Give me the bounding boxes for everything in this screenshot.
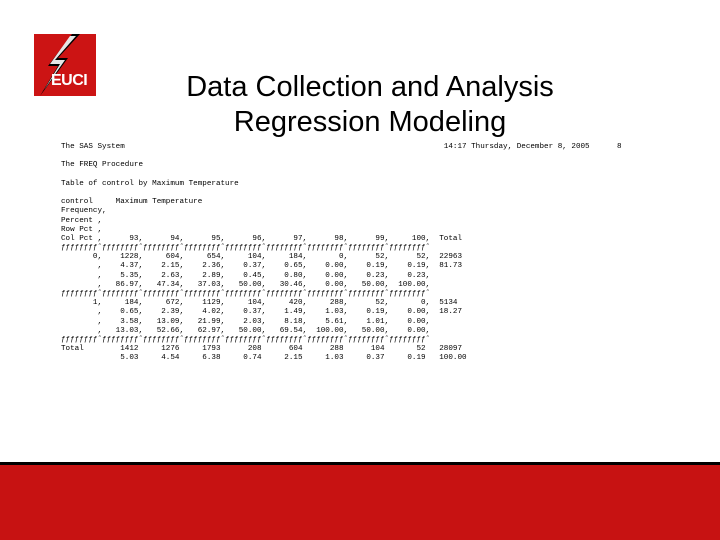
separator-line: ƒƒƒƒƒƒƒƒˆƒƒƒƒƒƒƒƒˆƒƒƒƒƒƒƒƒˆƒƒƒƒƒƒƒƒˆƒƒƒƒƒƒƒƒˆƒƒƒƒƒƒƒƒˆƒƒƒƒƒƒƒƒˆƒƒƒƒƒƒƒƒˆƒƒƒƒƒƒƒƒˆ bbox=[61, 244, 431, 253]
separator-line: ƒƒƒƒƒƒƒƒˆƒƒƒƒƒƒƒƒˆƒƒƒƒƒƒƒƒˆƒƒƒƒƒƒƒƒˆƒƒƒƒƒƒƒƒˆƒƒƒƒƒƒƒƒˆƒƒƒƒƒƒƒƒˆƒƒƒƒƒƒƒƒˆƒƒƒƒƒƒƒƒˆ bbox=[61, 290, 431, 298]
sas-header: The SAS System 14:17 Thursday, December 8, 2005 8 bbox=[61, 143, 622, 151]
footer-bar bbox=[0, 462, 720, 540]
table-column-header: control Maximum Temperature bbox=[61, 198, 203, 207]
statistic-label: Row Pct , bbox=[61, 225, 103, 234]
row-pct-row: , 5.35, 2.63, 2.89, 0.45, 0.80, 0.00, 0.23, 0.23, bbox=[61, 271, 431, 280]
procedure-title: The FREQ Procedure bbox=[61, 161, 144, 170]
statistic-label: Frequency, bbox=[61, 207, 107, 216]
title-line-2: Regression Modeling bbox=[233, 106, 507, 138]
col-pct-row: , 13.03, 52.66, 62.97, 50.00, 69.54, 100.00, 50.00, 0.00, bbox=[61, 326, 431, 335]
row-pct-row: , 3.58, 13.09, 21.99, 2.03, 8.18, 5.61, 1.01, 0.00, bbox=[61, 317, 431, 326]
sas-output-listing bbox=[61, 143, 701, 364]
col-pct-row: , 86.97, 47.34, 37.03, 50.00, 30.46, 0.00, 50.00, 100.00, bbox=[61, 280, 431, 289]
logo-text: EUCI bbox=[51, 72, 88, 89]
blank-line bbox=[61, 189, 701, 198]
slide-title bbox=[120, 70, 620, 140]
percent-row: , 0.65, 2.39, 4.02, 0.37, 1.49, 1.03, 0.19, 0.00, 18.27 bbox=[61, 308, 463, 317]
frequency-row: 0, 1228, 604, 654, 104, 184, 0, 52, 52, 22963 bbox=[61, 253, 463, 262]
statistic-label: Percent , bbox=[61, 216, 103, 225]
column-values-header: Col Pct , 93, 94, 95, 96, 97, 98, 99, 100, Total bbox=[61, 234, 463, 243]
table-title: Table of control by Maximum Temperature bbox=[61, 179, 239, 188]
total-percent-row: 5.03 4.54 6.38 0.74 2.15 1.03 0.37 0.19 100.00 bbox=[61, 354, 467, 363]
blank-line bbox=[61, 171, 701, 180]
separator-line: ƒƒƒƒƒƒƒƒˆƒƒƒƒƒƒƒƒˆƒƒƒƒƒƒƒƒˆƒƒƒƒƒƒƒƒˆƒƒƒƒƒƒƒƒˆƒƒƒƒƒƒƒƒˆƒƒƒƒƒƒƒƒˆƒƒƒƒƒƒƒƒˆƒƒƒƒƒƒƒƒˆ bbox=[61, 335, 431, 344]
frequency-row: 1, 184, 672, 1129, 104, 420, 288, 52, 0, 5134 bbox=[61, 299, 458, 308]
euci-logo bbox=[34, 34, 96, 96]
total-frequency-row: Total 1412 1276 1793 208 604 288 104 52 28097 bbox=[61, 345, 463, 354]
title-line-1: Data Collection and Analysis bbox=[186, 71, 554, 103]
blank-line bbox=[61, 152, 701, 161]
percent-row: , 4.37, 2.15, 2.36, 0.37, 0.65, 0.00, 0.19, 0.19, 81.73 bbox=[61, 262, 463, 271]
